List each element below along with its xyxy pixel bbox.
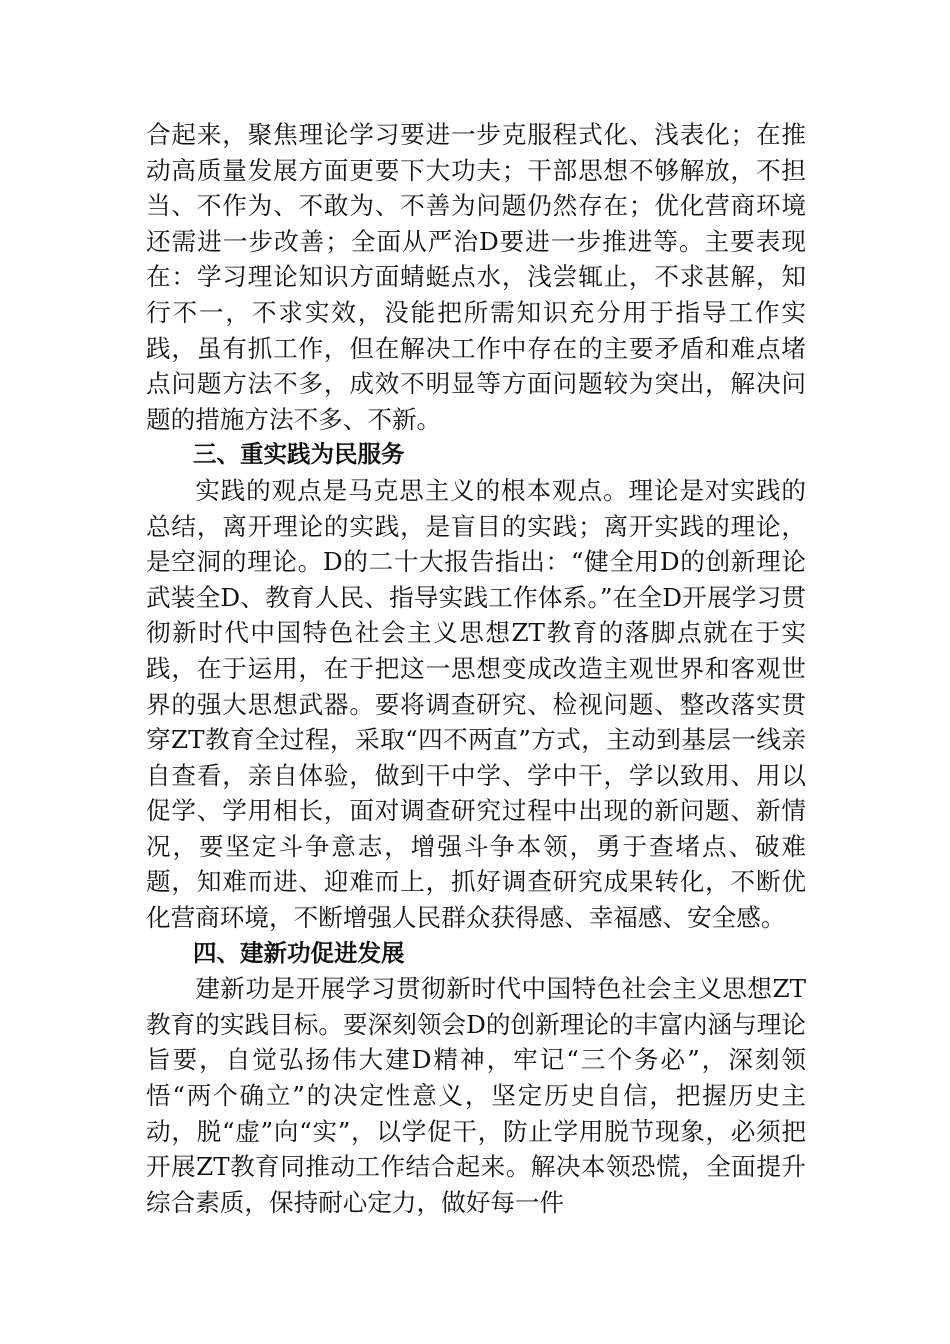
paragraph-practice: 实践的观点是马克思主义的根本观点。理论是对实践的总结，离开理论的实践，是盲目的实践；离开实践的理论，是空洞的理论。D的二十大报告指出：“健全用D的创新理论武装全D、教育人民、指导实践工作体系。”在全D开展学习贯彻新时代中国特色社会主义思想ZT教育的落脚点就在于实践，在于运用，在于把这一思想变成改造主观世界和客观世界的强大思想武器。要将调查研究、检视问题、整改落实贯穿ZT教育全过程，采取“四不两直”方式，主动到基层一线亲自查看，亲自体验，做到干中学、学中干，学以致用、用以促学、学用相长，面对调查研究过程中出现的新问题、新情况，要坚定斗争意志，增强斗争本领，勇于查堵点、破难题，知难而进、迎难而上，抓好调查研究成果转化，不断优化营商环境，不断增强人民群众获得感、幸福感、安全感。 [146,475,806,933]
section-heading-four: 四、建新功促进发展 [193,938,405,967]
document-page [146,117,806,1220]
paragraph-continuation: 合起来，聚焦理论学习要进一步克服程式化、浅表化；在推动高质量发展方面更要下大功夫；干部思想不够解放，不担当、不作为、不敢为、不善为问题仍然存在；优化营商环境还需进一步改善；全面从严治D要进一步推进等。主要表现在：学习理论知识方面蜻蜓点水，浅尝辄止，不求甚解，知行不一，不求实效，没能把所需知识充分用于指导工作实践，虽有抓工作，但在解决工作中存在的主要矛盾和难点堵点问题方法不多，成效不明显等方面问题较为突出，解决问题的措施方法不多、不新。 [146,120,806,434]
paragraph-new-achievements: 建新功是开展学习贯彻新时代中国特色社会主义思想ZT教育的实践目标。要深刻领会D的创新理论的丰富内涵与理论旨要，自觉弘扬伟大建D精神，牢记“三个务必”，深刻领悟“两个确立”的决定性意义，坚定历史自信，把握历史主动，脱“虚”向“实”，以学促干，防止学用脱节现象，必须把开展ZT教育同推动工作结合起来。解决本领恐慌，全面提升综合素质，保持耐心定力，做好每一件 [146,974,806,1217]
section-heading-three: 三、重实践为民服务 [193,440,405,469]
